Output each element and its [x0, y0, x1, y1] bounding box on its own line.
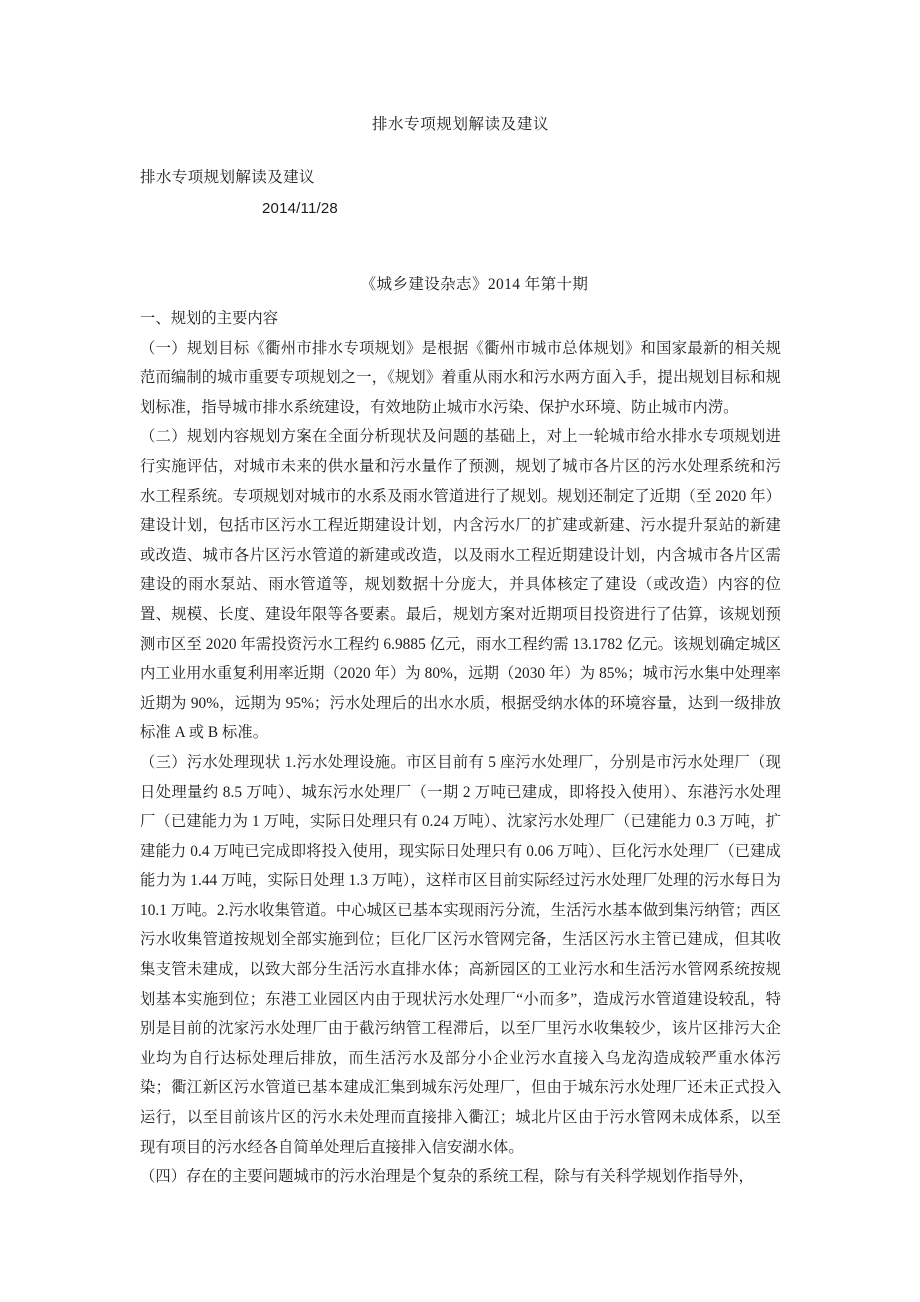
- section-heading-1: 一、规划的主要内容: [140, 310, 279, 327]
- page-title: 排水专项规划解读及建议: [371, 116, 550, 133]
- document-body: [140, 298, 781, 1192]
- document-date: 2014/11/28: [262, 200, 338, 217]
- document-content-column: [140, 0, 781, 1192]
- journal-citation: 《城乡建设杂志》2014 年第十期: [360, 276, 589, 293]
- paragraph-4: （四）存在的主要问题城市的污水治理是个复杂的系统工程，除与有关科学规划作指导外，: [140, 1168, 754, 1186]
- paragraph-2: （二）规划内容规划方案在全面分析现状及问题的基础上，对上一轮城市给水排水专项规划进行实施评估，对城市未来的供水量和污水量作了预测，规划了城市各片区的污水处理系统和污水工程系统。专项规划对城市的水系及雨水管道进行了规划。规划还制定了近期（至 2020 年）建设计划，包括市区污水工程近期建设计划，内含污水厂的扩建或新建、污水提升泵站的新建或改造、城市各片区污水管道的新建或改造，以及雨水工程近期建设计划，内含城市各片区需建设的雨水泵站、雨水管道等，规划数据十分庞大，并具体核定了建设（或改造）内容的位置、规模、长度、建设年限等各要素。最后，规划方案对近期项目投资进行了估算，该规划预测市区至 2020 年需投资污水工程约 6.9885 亿元，雨水工程约需 13.1782 亿元。该规划确定城区内工业用水重复利用率近期（2020 年）为 80%，远期（2030 年）为 85%；城市污水集中处理率近期为 90%，远期为 95%；污水处理后的出水水质，根据受纳水体的环境容量，达到一级排放标准 A 或 B 标准。: [140, 428, 781, 742]
- document-subtitle: 排水专项规划解读及建议: [140, 169, 315, 186]
- paragraph-3: （三）污水处理现状 1.污水处理设施。市区目前有 5 座污水处理厂，分别是市污水处理厂（现日处理量约 8.5 万吨）、城东污水处理厂（一期 2 万吨已建成，即将投入使用）、东港污水处理厂（已建能力为 1 万吨，实际日处理只有 0.24 万吨）、沈家污水处理厂（已建能力 0.3 万吨，扩建能力 0.4 万吨已完成即将投入使用，现实际日处理只有 0.06 万吨）、巨化污水处理厂（已建成能力为 1.44 万吨，实际日处理 1.3 万吨），这样市区目前实际经过污水处理厂处理的污水每日为 10.1 万吨。2.污水收集管道。中心城区已基本实现雨污分流，生活污水基本做到集污纳管；西区污水收集管道按规划全部实施到位；巨化厂区污水管网完备，生活区污水主管已建成，但其收集支管未建成，以致大部分生活污水直排水体；高新园区的工业污水和生活污水管网系统按规划基本实施到位；东港工业园区内由于现状污水处理厂“小而多”，造成污水管道建设较乱，特别是目前的沈家污水处理厂由于截污纳管工程滞后，以至厂里污水收集较少，该片区排污大企业均为自行达标处理后排放，而生活污水及部分小企业污水直接入乌龙沟造成较严重水体污染；衢江新区污水管道已基本建成汇集到城东污处理厂，但由于城东污水处理厂还未正式投入运行，以至目前该片区的污水未处理而直接排入衢江；城北片区由于污水管网未成体系，以至现有项目的污水经各自简单处理后直接排入信安湖水体。: [140, 753, 781, 1156]
- paragraph-1: （一）规划目标《衢州市排水专项规划》是根据《衢州市城市总体规划》和国家最新的相关规范而编制的城市重要专项规划之一，《规划》着重从雨水和污水两方面入手，提出规划目标和规划标准，指导城市排水系统建设，有效地防止城市水污染、保护水环境、防止城市内涝。: [140, 339, 781, 416]
